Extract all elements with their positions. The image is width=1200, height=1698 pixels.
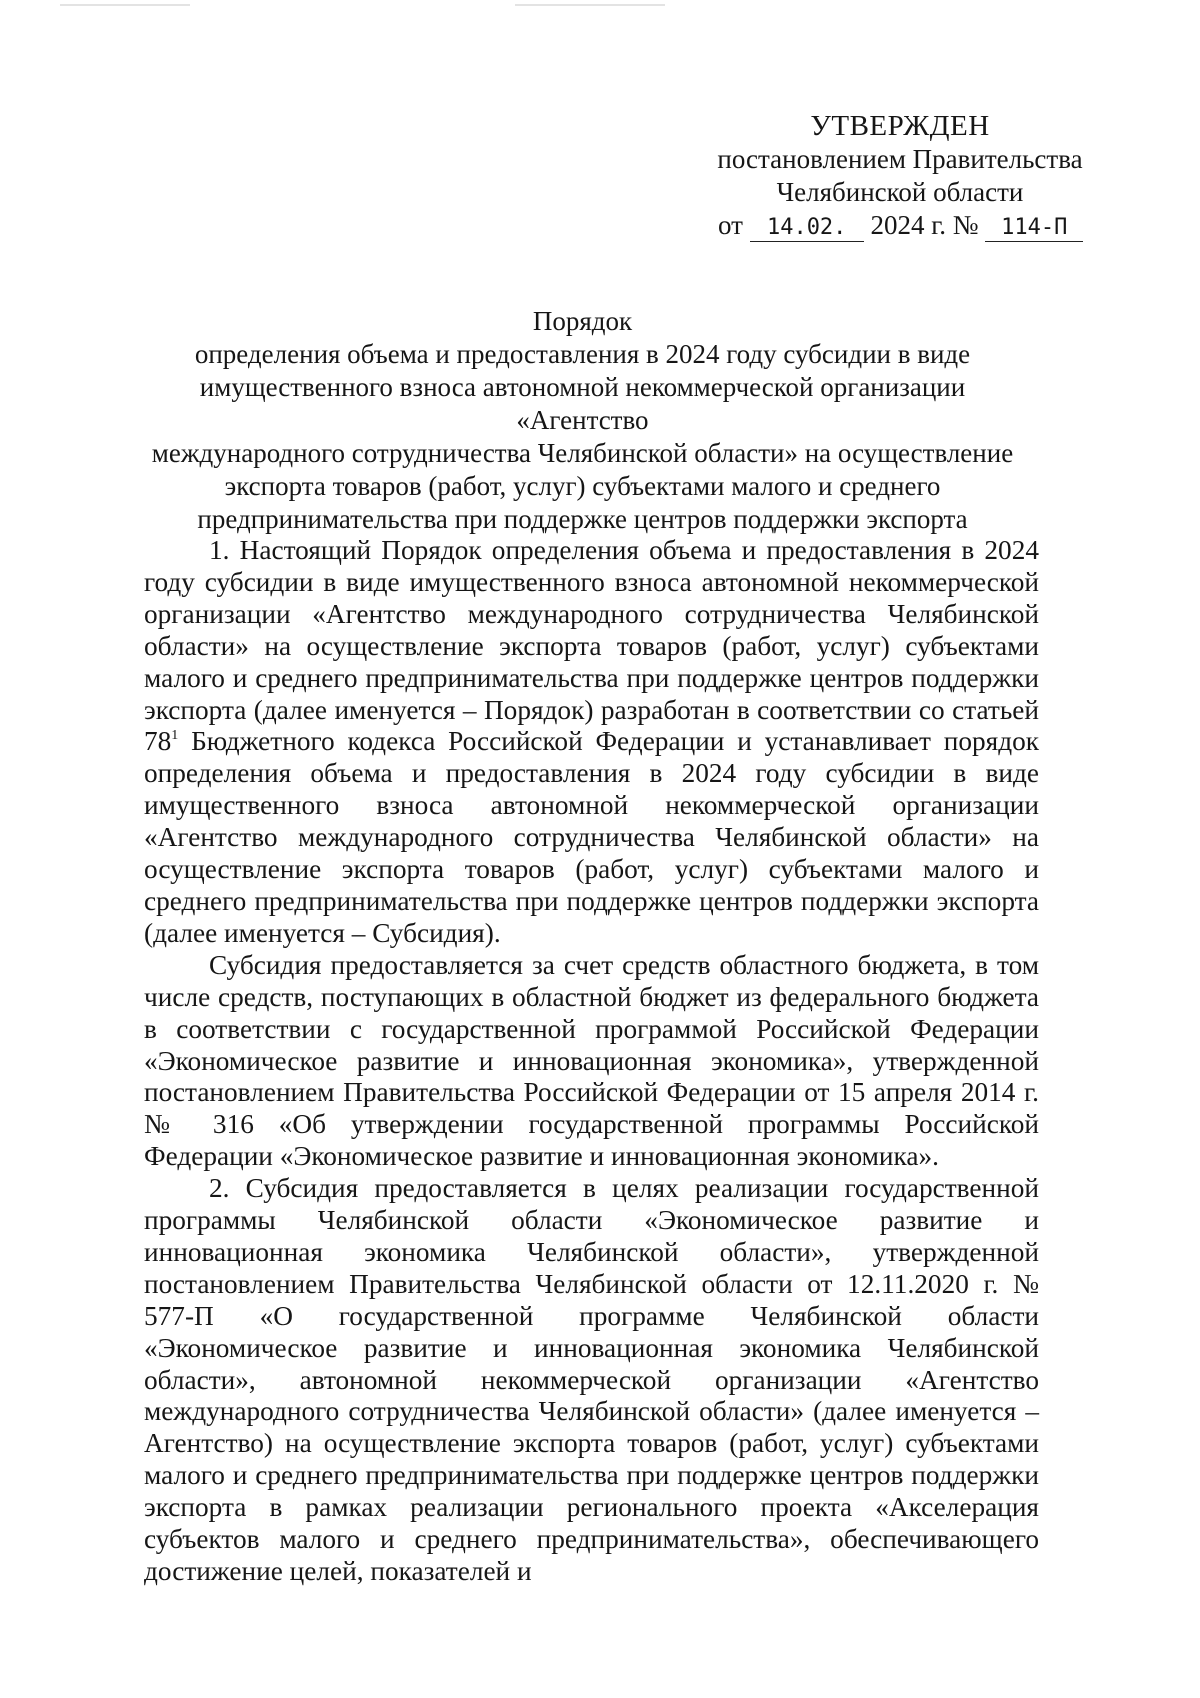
date-field: 14.02. [750, 215, 864, 242]
scan-artifact-left [60, 4, 190, 6]
title-line-5: предпринимательства при поддержке центров поддержки экспорта [197, 504, 968, 534]
article-superscript: 1 [171, 728, 179, 744]
scan-artifact-right [515, 4, 665, 6]
paragraph-2: Субсидия предоставляется за счет средств областного бюджета, в том числе средств, поступающих в областной бюджет из федерального бюджета в соответствии с государственной программой Российской Федерации «Экономическое развитие и инновационная экономика», утвержденной постановлением Правительства Российской Федерации от 15 апреля 2014 г. № 316 «Об утверждении государственной программы Российской Федерации «Экономическое развитие и инновационная экономика». [144, 949, 1039, 1172]
approval-line-2: Челябинской области [776, 177, 1024, 207]
document-body [144, 535, 1039, 1588]
paragraph-1-text-a: 1. Настоящий Порядок определения объема и предоставления в 2024 году субсидии в виде имущественного взноса автономной некоммерческой организации «Агентство международного сотрудничества Челябинской области» на осуществление экспорта товаров (работ, услуг) субъектами малого и среднего предпринимательства при поддержке центров поддержки экспорта (далее именуется – Порядок) разработан в соответствии со статьей 78 [144, 535, 1039, 757]
paragraph-3: 2. Субсидия предоставляется в целях реализации государственной программы Челябинской области «Экономическое развитие и инновационная экономика Челябинской области», утвержденной постановлением Правительства Челябинской области от 12.11.2020 г. № 577-П «О государственной программе Челябинской области «Экономическое развитие и инновационная экономика Челябинской области», автономной некоммерческой организации «Агентство международного сотрудничества Челябинской области» (далее именуется – Агентство) на осуществление экспорта товаров (работ, услуг) субъектами малого и среднего предпринимательства при поддержке центров поддержки экспорта в рамках реализации регионального проекта «Акселерация субъектов малого и среднего предпринимательства», обеспечивающего достижение целей, показателей и [144, 1173, 1039, 1586]
title-word: Порядок [532, 306, 633, 336]
title-line-2: имущественного взноса автономной некоммерческой организации «Агентство [199, 372, 966, 435]
title-line-4: экспорта товаров (работ, услуг) субъектами малого и среднего [224, 471, 941, 501]
approval-heading: УТВЕРЖДЕН [810, 110, 990, 142]
title-line-3: международного сотрудничества Челябинской области» на осуществление [151, 438, 1014, 468]
paragraph-1 [144, 535, 1039, 950]
number-field: 114-П [985, 215, 1083, 242]
approval-date-line [690, 209, 1110, 242]
approval-line-1: постановлением Правительства [717, 144, 1083, 174]
paragraph-1-text-b: Бюджетного кодекса Российской Федерации и устанавливает порядок определения объема и предоставления в 2024 году субсидии в виде имущественного взноса автономной некоммерческой организации «Агентство международного сотрудничества Челябинской области» на осуществление экспорта товаров (работ, услуг) субъектами малого и среднего предпринимательства при поддержке центров поддержки экспорта (далее именуется – Субсидия). [144, 726, 1039, 948]
approval-stamp [690, 110, 1110, 242]
year-text: 2024 г. № [870, 210, 979, 240]
date-prefix: от [718, 210, 743, 240]
document-title [135, 305, 1030, 536]
title-line-1: определения объема и предоставления в 2024 году субсидии в виде [194, 339, 971, 369]
